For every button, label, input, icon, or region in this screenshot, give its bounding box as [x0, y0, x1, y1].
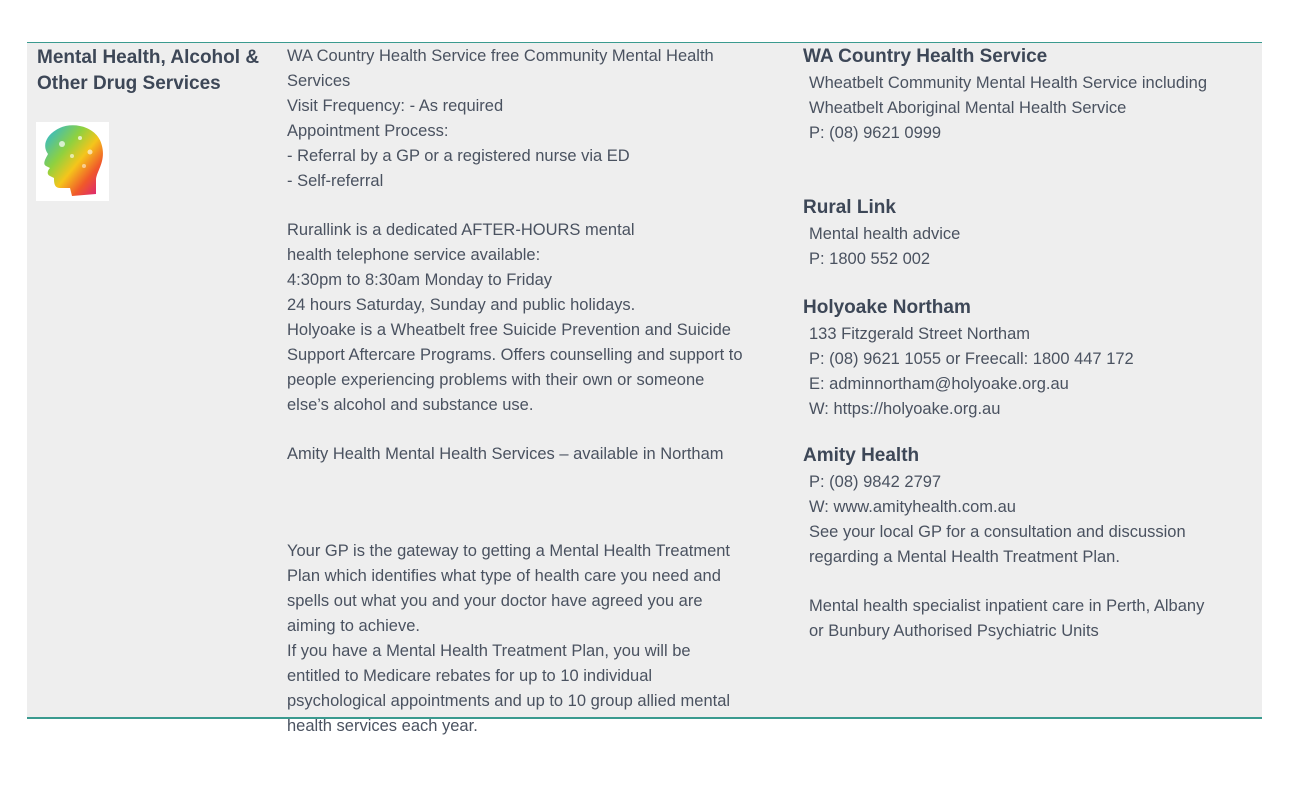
- rurallink-holyoake-description: [287, 217, 792, 417]
- text-line: - Self-referral: [287, 172, 384, 190]
- contact-wachs: WA Country Health Service Wheatbelt Community Mental Health Service including Wheatbelt Aboriginal Mental Health Service P: (08) 9621 0999: [803, 43, 1258, 145]
- text-line: 4:30pm to 8:30am Monday to Friday: [287, 271, 553, 289]
- phone-number: P: (08) 9621 0999: [809, 124, 942, 142]
- text-line: Plan which identifies what type of health care you need and: [287, 567, 721, 585]
- text-line: entitled to Medicare rebates for up to 10 individual: [287, 667, 653, 685]
- gp-treatment-plan-description: [287, 538, 792, 738]
- text-line: Services: [287, 72, 351, 90]
- text-line: WA Country Health Service free Community Mental Health: [287, 47, 714, 65]
- text-line: Rurallink is a dedicated AFTER-HOURS mental: [287, 221, 635, 239]
- website: W: www.amityhealth.com.au: [809, 498, 1016, 516]
- website: W: https://holyoake.org.au: [809, 400, 1001, 418]
- phone-number: P: (08) 9842 2797: [809, 473, 942, 491]
- wachs-service-description: [287, 43, 792, 193]
- text-line: Amity Health Mental Health Services – available in Northam: [287, 445, 724, 463]
- contact-title: WA Country Health Service: [803, 46, 1048, 67]
- phone-number: P: (08) 9621 1055 or Freecall: 1800 447 172: [809, 350, 1134, 368]
- text-line: - Referral by a GP or a registered nurse via ED: [287, 147, 630, 165]
- contact-rural-link: Rural Link Mental health advice P: 1800 552 002: [803, 194, 1258, 271]
- colorful-head-profile-icon: [36, 122, 109, 201]
- text-line: aiming to achieve.: [287, 617, 420, 635]
- contact-title: Amity Health: [803, 445, 920, 466]
- service-table-row: [27, 42, 1262, 735]
- address: 133 Fitzgerald Street Northam: [809, 325, 1031, 343]
- contact-holyoake: [803, 294, 1258, 421]
- category-title: Mental Health, Alcohol & Other Drug Services: [37, 47, 260, 94]
- services-column: [287, 43, 792, 738]
- text-line: 24 hours Saturday, Sunday and public holidays.: [287, 296, 636, 314]
- text-line: spells out what you and your doctor have agreed you are: [287, 592, 703, 610]
- category-column: [37, 43, 277, 97]
- contact-amity: Amity Health P: (08) 9842 2797 W: www.amityhealth.com.au See your local GP for a consultation and discussion regarding a Mental Health Treatment Plan. Mental health specialist inpatient care in Perth, Albany or Bunbury Authorised Psychiatric Units: [803, 442, 1258, 643]
- text-line: Appointment Process:: [287, 122, 449, 140]
- text-line: Your GP is the gateway to getting a Mental Health Treatment: [287, 542, 731, 560]
- text-line: Visit Frequency: - As required: [287, 97, 504, 115]
- text-line: If you have a Mental Health Treatment Plan, you will be: [287, 642, 691, 660]
- phone-number: P: 1800 552 002: [809, 250, 931, 268]
- contact-title: Rural Link: [803, 197, 896, 218]
- contact-title: Holyoake Northam: [803, 297, 971, 318]
- text-line: people experiencing problems with their own or someone: [287, 371, 705, 389]
- text-line: Support Aftercare Programs. Offers counselling and support to: [287, 346, 743, 364]
- amity-description: [287, 441, 792, 466]
- text-line: else’s alcohol and substance use.: [287, 396, 534, 414]
- text-line: Holyoake is a Wheatbelt free Suicide Prevention and Suicide: [287, 321, 731, 339]
- text-line: health services each year.: [287, 717, 478, 735]
- text-line: health telephone service available:: [287, 246, 541, 264]
- text-line: psychological appointments and up to 10 group allied mental: [287, 692, 731, 710]
- email-address: E: adminnortham@holyoake.org.au: [809, 375, 1069, 393]
